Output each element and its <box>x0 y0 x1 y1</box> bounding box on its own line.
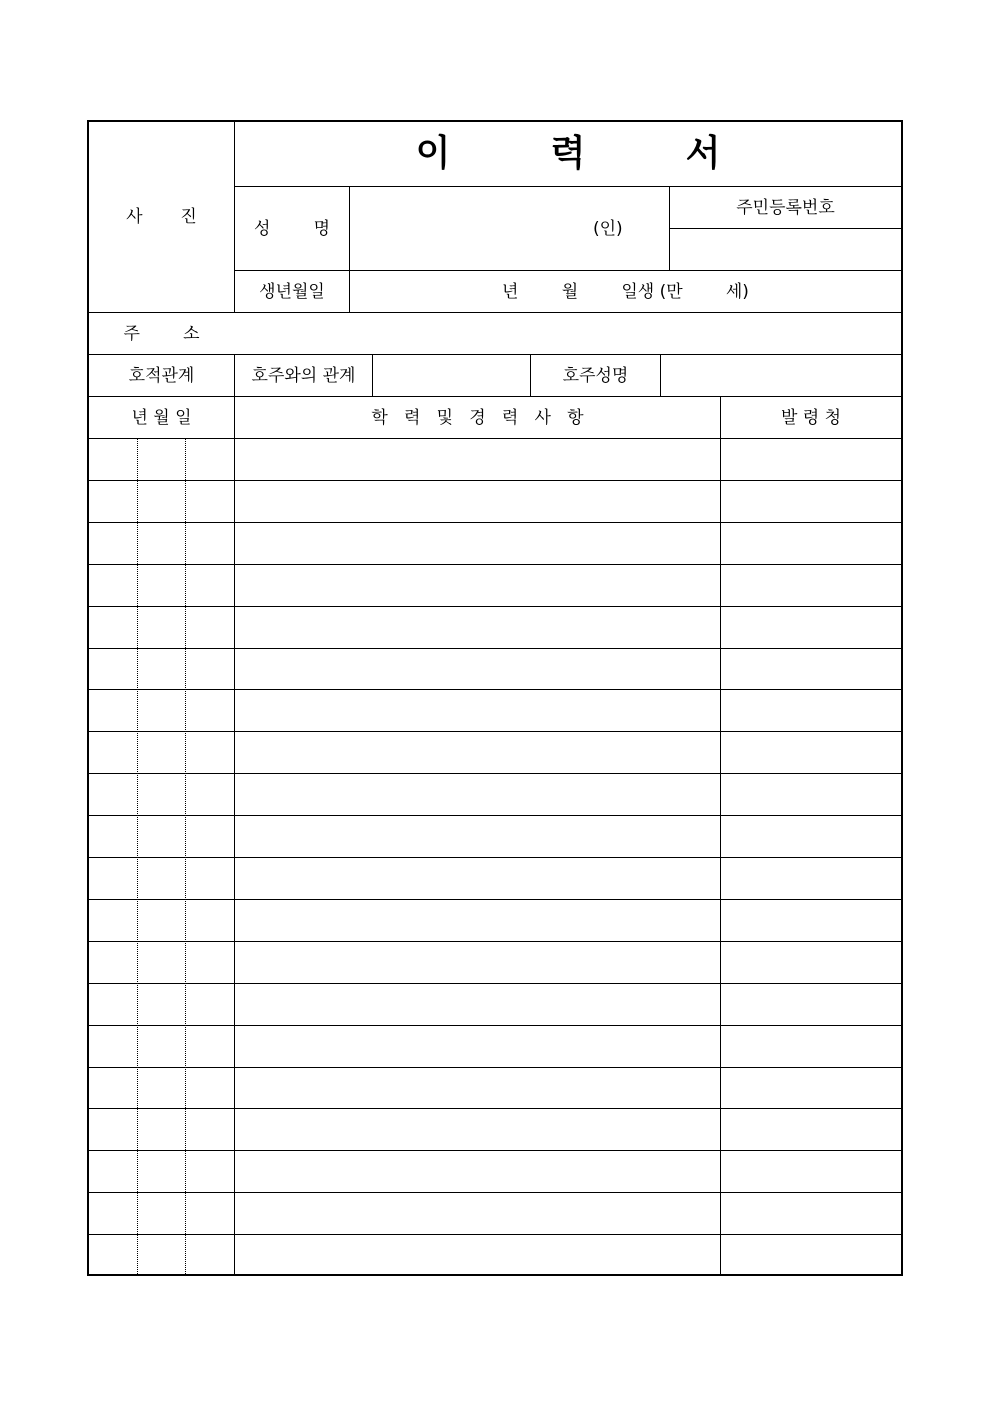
history-content-cell[interactable] <box>235 481 720 522</box>
history-issuer-cell[interactable] <box>721 1109 901 1150</box>
history-month-cell[interactable] <box>138 1235 185 1276</box>
history-row <box>89 565 901 606</box>
name-row-divider <box>235 270 901 271</box>
history-month-cell[interactable] <box>138 732 185 773</box>
history-issuer-cell[interactable] <box>721 439 901 480</box>
history-year-cell[interactable] <box>89 984 137 1025</box>
householder-label: 호주성명 <box>562 366 629 386</box>
form-title: 이 력 서 <box>415 133 721 174</box>
resume-form <box>87 120 903 1276</box>
history-issuer-cell[interactable] <box>721 1068 901 1109</box>
history-row <box>89 1109 901 1150</box>
address-field[interactable] <box>235 313 901 354</box>
history-row <box>89 1235 901 1276</box>
history-issuer-header: 발 령 청 <box>780 408 842 428</box>
history-month-cell[interactable] <box>138 816 185 857</box>
relation-label: 호주와의 관계 <box>251 366 356 386</box>
history-day-cell[interactable] <box>186 732 234 773</box>
history-content-cell[interactable] <box>235 816 720 857</box>
history-month-cell[interactable] <box>138 774 185 815</box>
history-row <box>89 774 901 815</box>
history-year-cell[interactable] <box>89 1068 137 1109</box>
history-content-cell[interactable] <box>235 1235 720 1276</box>
history-row <box>89 439 901 480</box>
name-label: 성 명 <box>253 219 331 239</box>
history-day-cell[interactable] <box>186 1193 234 1234</box>
history-issuer-cell[interactable] <box>721 523 901 564</box>
history-day-cell[interactable] <box>186 1151 234 1192</box>
history-issuer-cell[interactable] <box>721 1151 901 1192</box>
history-content-cell[interactable] <box>235 1068 720 1109</box>
history-content-cell[interactable] <box>235 1109 720 1150</box>
seal-mark: (인) <box>593 219 623 239</box>
history-row <box>89 523 901 564</box>
history-content-cell[interactable] <box>235 439 720 480</box>
history-row <box>89 1026 901 1067</box>
history-issuer-cell[interactable] <box>721 690 901 731</box>
history-issuer-cell[interactable] <box>721 858 901 899</box>
history-day-cell[interactable] <box>186 1235 234 1276</box>
history-content-cell[interactable] <box>235 774 720 815</box>
history-content-cell[interactable] <box>235 984 720 1025</box>
history-month-cell[interactable] <box>138 690 185 731</box>
history-content-cell[interactable] <box>235 1193 720 1234</box>
history-issuer-cell[interactable] <box>721 942 901 983</box>
history-month-cell[interactable] <box>138 481 185 522</box>
history-day-cell[interactable] <box>186 1026 234 1067</box>
history-row <box>89 1193 901 1234</box>
history-row <box>89 900 901 941</box>
history-day-cell[interactable] <box>186 481 234 522</box>
history-year-cell[interactable] <box>89 1151 137 1192</box>
householder-field[interactable] <box>661 355 901 396</box>
history-row <box>89 942 901 983</box>
rrn-label: 주민등록번호 <box>736 198 835 218</box>
history-content-cell[interactable] <box>235 732 720 773</box>
history-issuer-cell[interactable] <box>721 1235 901 1276</box>
history-year-cell[interactable] <box>89 523 137 564</box>
history-day-cell[interactable] <box>186 984 234 1025</box>
history-month-cell[interactable] <box>138 1193 185 1234</box>
history-month-cell[interactable] <box>138 942 185 983</box>
history-month-cell[interactable] <box>138 607 185 648</box>
history-issuer-cell[interactable] <box>721 649 901 690</box>
history-day-cell[interactable] <box>186 1068 234 1109</box>
history-month-cell[interactable] <box>138 565 185 606</box>
history-month-cell[interactable] <box>138 900 185 941</box>
history-month-cell[interactable] <box>138 1109 185 1150</box>
history-month-cell[interactable] <box>138 1068 185 1109</box>
history-issuer-cell[interactable] <box>721 732 901 773</box>
history-year-cell[interactable] <box>89 816 137 857</box>
family-label: 호적관계 <box>128 366 195 386</box>
relation-field[interactable] <box>373 355 530 396</box>
history-year-cell[interactable] <box>89 942 137 983</box>
history-issuer-cell[interactable] <box>721 900 901 941</box>
history-content-cell[interactable] <box>235 690 720 731</box>
history-year-cell[interactable] <box>89 732 137 773</box>
history-day-cell[interactable] <box>186 900 234 941</box>
history-content-cell[interactable] <box>235 900 720 941</box>
history-year-cell[interactable] <box>89 481 137 522</box>
history-row <box>89 481 901 522</box>
history-issuer-cell[interactable] <box>721 481 901 522</box>
history-year-cell[interactable] <box>89 858 137 899</box>
history-row <box>89 816 901 857</box>
history-issuer-cell[interactable] <box>721 1193 901 1234</box>
birth-date-field[interactable]: 년 월 일생 (만 세) <box>502 282 749 302</box>
history-day-cell[interactable] <box>186 607 234 648</box>
history-year-cell[interactable] <box>89 439 137 480</box>
history-content-cell[interactable] <box>235 565 720 606</box>
history-issuer-cell[interactable] <box>721 1026 901 1067</box>
history-content-cell[interactable] <box>235 858 720 899</box>
history-month-cell[interactable] <box>138 1026 185 1067</box>
history-month-cell[interactable] <box>138 1151 185 1192</box>
history-year-cell[interactable] <box>89 1109 137 1150</box>
history-day-cell[interactable] <box>186 565 234 606</box>
history-year-cell[interactable] <box>89 1026 137 1067</box>
birth-label: 생년월일 <box>259 282 325 302</box>
history-day-cell[interactable] <box>186 816 234 857</box>
history-day-cell[interactable] <box>186 774 234 815</box>
history-day-cell[interactable] <box>186 1109 234 1150</box>
history-issuer-cell[interactable] <box>721 774 901 815</box>
family-row-divider <box>89 396 901 397</box>
history-content-cell[interactable] <box>235 942 720 983</box>
rrn-field[interactable] <box>670 229 901 270</box>
history-day-cell[interactable] <box>186 690 234 731</box>
history-year-cell[interactable] <box>89 607 137 648</box>
history-month-cell[interactable] <box>138 858 185 899</box>
history-year-cell[interactable] <box>89 900 137 941</box>
history-issuer-cell[interactable] <box>721 607 901 648</box>
history-year-cell[interactable] <box>89 1193 137 1234</box>
history-year-cell[interactable] <box>89 649 137 690</box>
history-row <box>89 732 901 773</box>
history-day-cell[interactable] <box>186 858 234 899</box>
history-issuer-cell[interactable] <box>721 816 901 857</box>
history-content-cell[interactable] <box>235 1026 720 1067</box>
history-day-cell[interactable] <box>186 649 234 690</box>
photo-label: 사 진 <box>126 207 197 227</box>
history-row <box>89 858 901 899</box>
history-year-cell[interactable] <box>89 565 137 606</box>
history-row <box>89 1068 901 1109</box>
history-row <box>89 1151 901 1192</box>
history-issuer-cell[interactable] <box>721 565 901 606</box>
history-issuer-cell[interactable] <box>721 984 901 1025</box>
history-content-cell[interactable] <box>235 523 720 564</box>
history-day-cell[interactable] <box>186 942 234 983</box>
history-year-cell[interactable] <box>89 690 137 731</box>
history-month-cell[interactable] <box>138 649 185 690</box>
history-year-cell[interactable] <box>89 1235 137 1276</box>
history-content-header: 학 력 및 경 력 사 항 <box>371 408 584 428</box>
history-month-cell[interactable] <box>138 439 185 480</box>
history-month-cell[interactable] <box>138 523 185 564</box>
history-day-cell[interactable] <box>186 439 234 480</box>
history-row <box>89 649 901 690</box>
history-date-header: 년 월 일 <box>131 408 192 428</box>
history-row <box>89 607 901 648</box>
history-row <box>89 984 901 1025</box>
history-content-cell[interactable] <box>235 1151 720 1192</box>
history-month-cell[interactable] <box>138 984 185 1025</box>
history-year-cell[interactable] <box>89 774 137 815</box>
history-row <box>89 690 901 731</box>
address-label: 주 소 <box>123 324 200 344</box>
history-day-cell[interactable] <box>186 523 234 564</box>
history-content-cell[interactable] <box>235 607 720 648</box>
history-content-cell[interactable] <box>235 649 720 690</box>
